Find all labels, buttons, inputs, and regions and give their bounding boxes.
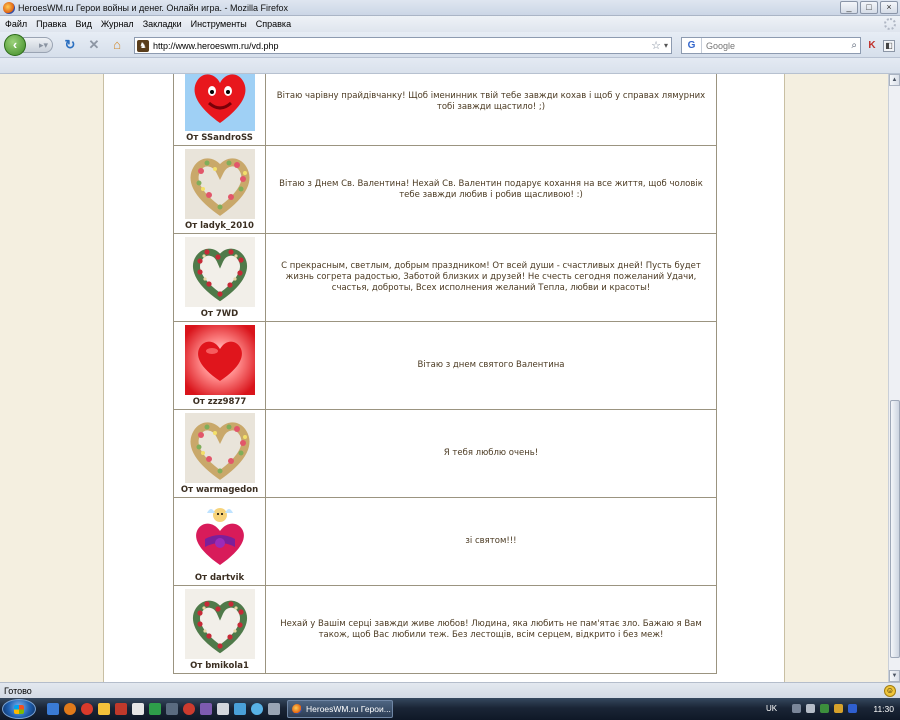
greeting-sender[interactable]: От SSandroSS [186,132,253,143]
tray-update-icon[interactable] [834,704,843,713]
greeting-row [174,74,717,146]
greeting-message: Вітаю з Днем Св. Валентина! Нехай Св. Валентин подарує кохання на все життя, щоб чоловік тебе завжди любив і робив щасливою! :) [266,146,717,234]
page-viewport [0,74,888,682]
scroll-down-icon[interactable]: ▼ [889,670,900,682]
status-bar [0,682,900,698]
greeting-message: С прекрасным, светлым, добрым праздником! От всей души - счастливых дней! Пусть будет жизнь согрета радостью, Заботой близких и друзей! Не счесть сегодня пожеланий Удачи, счастья, доброты, Всех исполнения желаний Тепла, любви и красоты! [266,234,717,322]
tray-network-icon[interactable] [792,704,801,713]
greeting-message: Нехай у Вашім серці завжди живе любов! Людина, яка любить не пам'ятає зло. Бажаю я Вам також, щоб Вас любили теж. Без лестощів, всім серцем, відкрито і без меж! [266,586,717,674]
greeting-message: Вітаю чарівну прайдівчанку! Щоб іменинник твій тебе завжди кохав і щоб у справах лямурних тобі завжди щастило! ;) [266,74,717,146]
url-text[interactable]: http://www.heroeswm.ru/vd.php [153,40,279,51]
back-button[interactable]: ‹ [4,34,26,56]
rose-wreath-heart-icon [185,237,255,307]
quicklaunch-app-icon[interactable] [115,703,127,715]
back-forward-group [4,34,54,56]
scrollbar-thumb[interactable] [890,400,900,658]
greeting-sender[interactable]: От dartvik [194,572,245,583]
greeting-row [174,410,717,498]
addon-smiley-icon[interactable]: ☺ [885,686,895,695]
url-bar[interactable] [134,37,672,54]
close-button[interactable]: × [880,1,898,14]
navigation-toolbar [0,32,900,58]
menu-bar [0,16,900,32]
menu-help[interactable]: Справка [255,19,292,29]
site-favicon-icon: ♞ [137,40,149,52]
greeting-message: Вітаю з днем святого Валентина [266,322,717,410]
reload-icon[interactable]: ↻ [64,37,76,52]
quicklaunch-media-icon[interactable] [183,703,195,715]
quicklaunch-more-icon[interactable] [268,703,280,715]
greeting-sender[interactable]: От zzz9877 [192,396,247,407]
greeting-sender-cell [174,322,266,410]
taskbar-window-label: HeroesWM.ru Герои... [306,704,391,714]
greeting-row [174,234,717,322]
firefox-task-icon [292,704,302,714]
greeting-sender-cell [174,234,266,322]
scroll-up-icon[interactable]: ▲ [889,74,900,86]
menu-file[interactable]: Файл [5,19,28,29]
quicklaunch-firefox-icon[interactable] [64,703,76,715]
quicklaunch-opera-icon[interactable] [81,703,93,715]
status-text: Готово [4,686,32,696]
page-content [103,74,785,682]
greeting-sender[interactable]: От warmagedon [180,484,259,495]
system-clock: 11:30 [873,704,894,714]
url-dropdown-icon[interactable]: ▾ [663,41,668,50]
greeting-row [174,498,717,586]
greeting-sender[interactable]: От ladyk_2010 [185,220,254,231]
addon-panel-icon[interactable]: ◧ [883,40,895,52]
window-controls [840,1,898,14]
greeting-sender[interactable]: От bmikola1 [190,660,249,671]
greetings-table [173,74,717,674]
menu-history[interactable]: Журнал [100,19,134,29]
quicklaunch-desktop-icon[interactable] [47,703,59,715]
greeting-sender[interactable]: От 7WD [200,308,239,319]
maximize-button[interactable]: □ [860,1,878,14]
taskbar [0,698,900,720]
greeting-sender-cell [174,146,266,234]
tray-volume-icon[interactable] [806,704,815,713]
red-smiley-heart-icon [185,74,255,131]
quicklaunch-disk-icon[interactable] [217,703,229,715]
greeting-sender-cell [174,74,266,146]
window-title-bar [0,0,900,16]
vertical-scrollbar[interactable] [888,74,900,682]
greeting-message: Я тебя люблю очень! [266,410,717,498]
minimize-button[interactable]: _ [840,1,858,14]
addon-k-icon[interactable]: K [868,40,876,51]
system-tray [760,698,900,720]
glowing-red-heart-icon [185,325,255,395]
search-engine-icon[interactable]: G [682,38,702,53]
stop-icon[interactable]: ✕ [88,37,100,52]
quicklaunch-tool-icon[interactable] [200,703,212,715]
search-icon[interactable]: ⌕ [851,40,857,51]
toolbar-strip [0,58,900,74]
greeting-sender-cell [174,410,266,498]
menu-edit[interactable]: Правка [36,19,67,29]
rose-wreath-heart-icon [185,589,255,659]
greeting-row [174,322,717,410]
taskbar-firefox-window[interactable] [287,700,393,718]
menu-bookmarks[interactable]: Закладки [142,19,182,29]
quicklaunch-doc-icon[interactable] [132,703,144,715]
language-indicator[interactable]: UK [766,704,778,713]
search-input[interactable] [702,41,851,51]
cupids-gift-heart-icon [185,501,255,571]
menu-tools[interactable]: Инструменты [190,19,247,29]
window-title: HeroesWM.ru Герои войны и денег. Онлайн игра. - Mozilla Firefox [18,2,288,13]
flower-wreath-heart-icon [185,149,255,219]
home-icon[interactable]: ⌂ [113,37,121,52]
greeting-row [174,146,717,234]
firefox-logo-icon [3,2,15,14]
quicklaunch-folder-icon[interactable] [98,703,110,715]
quicklaunch-ie-icon[interactable] [234,703,246,715]
greeting-message: зі святом!!! [266,498,717,586]
flower-wreath-heart-icon [185,413,255,483]
forward-button[interactable]: ▸▾ [23,37,53,53]
search-bar[interactable] [681,37,861,54]
tray-media-icon[interactable] [848,704,857,713]
start-button[interactable] [2,699,36,719]
tray-antivirus-icon[interactable] [820,704,829,713]
greeting-row [174,586,717,674]
throbber-icon [884,18,896,30]
bookmark-star-icon[interactable]: ☆ [651,40,661,52]
quicklaunch-terminal-icon[interactable] [166,703,178,715]
menu-view[interactable]: Вид [75,19,92,29]
quicklaunch-sheet-icon[interactable] [149,703,161,715]
greeting-sender-cell [174,498,266,586]
greeting-sender-cell [174,586,266,674]
quicklaunch-skype-icon[interactable] [251,703,263,715]
